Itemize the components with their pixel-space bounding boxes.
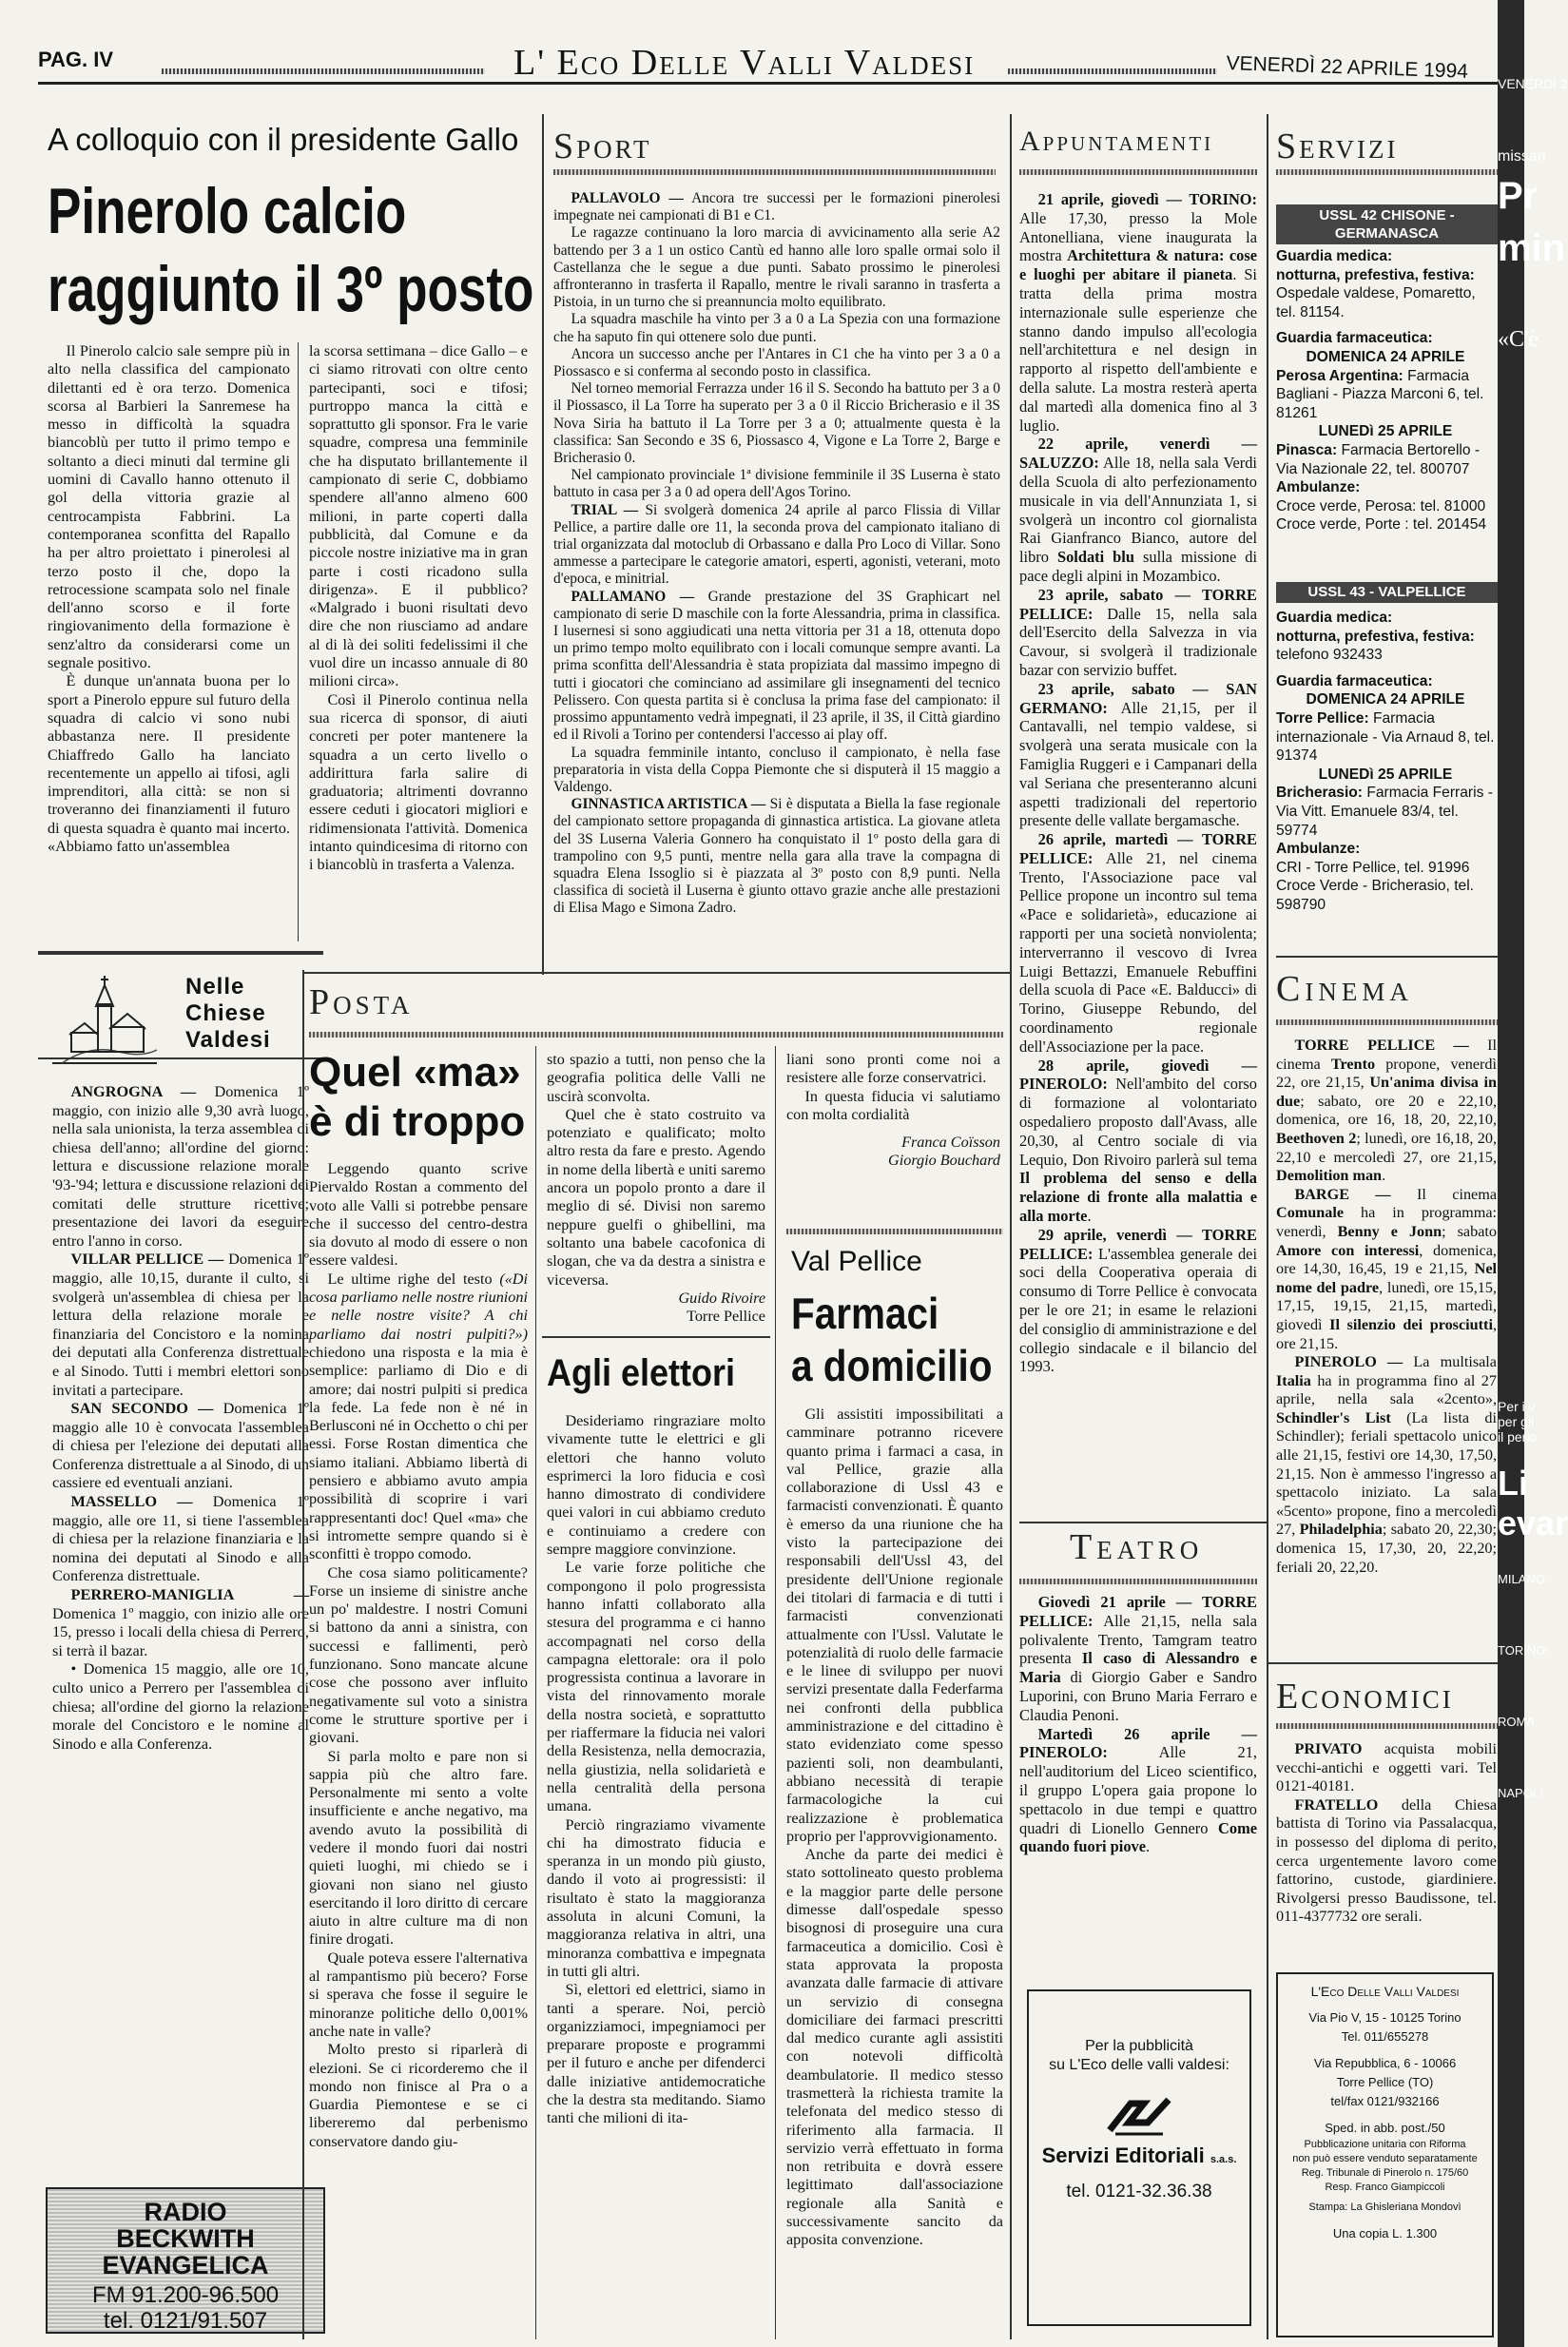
- farmaci-headline-2: a domicilio: [791, 1341, 993, 1390]
- servizi-ussl42: Guardia medica: notturna, prefestiva, festiva: Ospedale valdese, Pomaretto, tel. 81154. Guardia farmaceutica: DOMENICA 24 APRILE Perosa Argentina: Farmacia Bagliani - Piazza Marconi 6, tel. 81261 LUNEDì 25 APRILE Pinasca: Farmacia Bertorello - Via Nazionale 22, tel. 800707 Ambulanze: Croce verde, Perosa: tel. 81000 Croce verde, Porte : tel. 201454: [1276, 248, 1487, 533]
- issue-date: VENERDÌ 22 APRILE 1994: [1226, 52, 1469, 83]
- farmaci-kicker: Val Pellice: [791, 1246, 922, 1277]
- teatro-top-rule: [1019, 1522, 1267, 1523]
- economici-body: PRIVATO acquista mobili vecchi-antichi e oggetti vari. Tel 0121-40181. FRATELLO della Chiesa battista di Torino via Passalacqua, in possesso del diploma di perito, cerca urgentemente lavoro come fattorino, custode, giardiniere. Rivolgersi presso Baudissone, tel. 011-4377732 ore serali.: [1276, 1740, 1497, 1926]
- teatro-section-title: Teatro: [1070, 1527, 1204, 1567]
- posta-headline-1: Quel «ma»: [309, 1049, 521, 1096]
- elettori-column-2: liani sono pronti come noi a resistere alle forze conservatrici. In questa fiducia vi salutiamo con molta cordialità Franca Coïsson Giorgio Bouchard: [786, 1051, 1000, 1170]
- appuntamenti-section-title: Appuntamenti: [1019, 126, 1214, 157]
- posta-column-2: sto spazio a tutti, non penso che la geografia politica delle Valli ne uscirà sconvolta. Quel che è stato costruito va potenziato e qualificato; molto altro resta da fare e presto. Agendo in nome della libertà e uniti saremo ancora un popolo pronto a dare il meglio di sé. Divisi non saremo neppure guelfi o ghibellini, ma soltanto una babele cacofonica di slogan, che va da destra a sinistra e viceversa. Guido Rivoire Torre Pellice: [547, 1051, 765, 1326]
- ussl43-banner: USSL 43 - VALPELLICE: [1276, 582, 1498, 603]
- posta-column-divider: [535, 1046, 536, 2339]
- radio-beckwith-box: RADIO BECKWITH EVANGELICA FM 91.200-96.500 tel. 0121/91.507: [46, 2187, 325, 2334]
- cinema-body: TORRE PELLICE — Il cinema Trento propone, venerdì 22, ore 21,15, Un'anima divisa in due; sabato, ore 20 e 22,10, domenica, ore 16, 18, 20, 22,10, Beethoven 2; lunedì, ore 16,18, 20, 22,10 e mercoledì 27, ore 21,15, Demolition man. BARGE — Il cinema Comunale ha in programma: venerdì, Benny e Jonn; sabato Amore con interessi, domenica, ore 14,30, 16,45, 19 e 21,15, Nel nome del padre, lunedì, ore 15,15, 17,15, 19,15, 21,15, martedì, giovedì Il silenzio dei prosciutti, ore 21,15. PINEROLO — La multisala Italia ha in programma fino al 27 aprile, nella sala «2cento», Schindler's List (La lista di Schindler); feriali spettacolo unico alle 21,15, festivi ore 14,30, 17,50, 21,15. Non è ammesso l'ingresso a spettacolo iniziato. La sala «5cento» propone, fino a mercoledì 27, Philadelphia; sabato 20, 22,30; domenica 15, 17,30, 20, 22,20; feriali 20, 22,20.: [1276, 1037, 1498, 1576]
- servizi-editoriali-logo-icon: [1106, 2096, 1172, 2138]
- posta-top-rule: [302, 972, 1010, 974]
- chiese-body: ANGROGNA — Domenica 1º maggio, con inizio alle 9,30 avrà luogo, nella sala unionista, la terza assemblea di chiesa dell'anno; all'ordine del giorno: lettura e discussione relazione morale '93-'94; lettura e discussione relazioni dei comitati delle strutture ricettive; presentazione dei lavori da eseguire entro l'anno in corso. VILLAR PELLICE — Domenica 1º maggio, alle 10,15, durante il culto, si svolgerà un'assemblea di chiesa per la lettura della relazione morale e finanziaria del Concistoro e la nomina dei deputati alla Conferenza distrettuale e al Sinodo. Tutti i membri elettori sono invitati a partecipare. SAN SECONDO — Domenica 1º maggio alle 10 è convocata l'assemblea di chiesa per l'elezione dei deputati alla Conferenza distrettuale a al Sinodo, di un cassiere ed eventuali anziani. MASSELLO — Domenica 1º maggio, alle ore 11, si tiene l'assemblea di chiesa per la relazione finanziaria e la nomina dei deputati al Sinodo e alla Conferenza distrettuale. PERRERO-MANIGLIA — Domenica 1º maggio, con inizio alle ore 15, presso i locali della chiesa di Perrero, si terrà il bazar. • Domenica 15 maggio, alle ore 10, culto unico a Perrero per l'assemblea di chiesa; all'ordine del giorno la relazione morale del Concistoro e le nomine al Sinodo e alla Conferenza.: [52, 1082, 309, 1753]
- gallo-headline-2: raggiunto il 3º posto: [48, 253, 534, 325]
- ussl42-banner: USSL 42 CHISONE - GERMANASCA: [1276, 204, 1498, 244]
- gallo-headline-1: Pinerolo calcio: [48, 175, 407, 247]
- posta-rule: [309, 1032, 1003, 1038]
- appuntamenti-rule: [1019, 169, 1257, 175]
- page-number: PAG. IV: [38, 48, 114, 71]
- elettori-headline: Agli elettori: [547, 1352, 736, 1394]
- economici-rule: [1276, 1723, 1498, 1729]
- farmaci-rule: [786, 1229, 1003, 1234]
- chiese-top-rule: [38, 951, 323, 955]
- cinema-rule: [1276, 1019, 1498, 1025]
- posta-column-1: Leggendo quanto scrive Piervaldo Rostan a commento del voto alle Valli si potrebbe pensare che il successo del centro-destra sia dovuto al modo di essere o non essere valdesi. Le ultime righe del testo («Di cosa parliamo nelle nostre riunioni e nelle nostre visite? A chi parliamo dai nostri pulpiti?») chiedono una risposta e la mia è semplice: parliamo di Dio e di amore; dai nostri pulpiti si predica la fede. La fede non è né in Berlusconi né in Occhetto o chi per essi. Forse Rostan dimentica che siamo italiani. Abbiamo libertà di pensiero e abbiamo avuto ampia possibilità di scoprire i vari rappresentanti doc! Quel «ma» che si intromette sempre quando si è sconfitti è troppo comodo. Che cosa siamo politicamente? Forse un insieme di sinistre anche un po' maldestre. I nostri Comuni si battono da anni a sinistra, con successi e fallimenti, però funzionano. Sono mancate alcune cose che possono aver influito negativamente sul voto a sinistra come le strutture sportive per i giovani. Si parla molto e pare non si sappia più che altro fare. Personalmente mi sento a volte insufficiente e anche negativo, ma avendo avuto la possibilità di vedere il mondo fuori dai nostri quieti luoghi, mi chiedo se i giovani non siano nel giusto esercitando il loro diritto di cercare aiuto in altre culture ma di non finire drogati. Quale poteva essere l'alternativa al rampantismo più becero? Forse si sperava che fosse il seguire le minoranze politiche dello 0,001% anche nate in valle? Molto presto si riparlerà di elezioni. Se ci ricorderemo che il mondo non finisce al Pra o a Guardia Piemontese e se ci libereremo dal perbenismo conservatore dando giu-: [309, 1160, 528, 2150]
- elettori-column-divider: [775, 1046, 776, 2339]
- adjacent-page-edge: VENERDÌ 2 missan Pr min «C'è Per i v per gli il perio Li evar MILANO: TORINO: ROMA: NAPOLI:: [1498, 0, 1524, 2347]
- chiese-title-rule: [38, 1057, 323, 1059]
- economici-section-title: Economici: [1276, 1677, 1454, 1717]
- economici-top-rule: [1267, 1662, 1498, 1664]
- masthead-pattern-right: [1008, 68, 1217, 74]
- servizi-rule: [1276, 169, 1498, 175]
- masthead-rule: [38, 82, 1524, 85]
- posta-headline-2: è di troppo: [309, 1098, 526, 1145]
- rule-sport-appuntamenti: [1010, 114, 1012, 2339]
- teatro-rule: [1019, 1579, 1257, 1584]
- farmaci-body: Gli assistiti impossibilitati a camminare potranno ricevere quanto prima i farmaci a casa, in val Pellice, grazie alla collaborazione di Ussl 43 e farmacisti convenzionati. È quanto è emerso da una riunione che ha visto la partecipazione dei responsabili dell'Ussl 43, del presidente dell'Unione regionale dei titolari di farmacia e di tutti i farmacisti convenzionati attualmente con l'Ussl. Valutate le potenzialità di ruolo delle farmacie e le linee di sviluppo per nuovi servizi presentate dalla Federfarma nei confronti della pubblica amministrazione e del cittadino è stato evidenziato come spesso pazienti soli, non deambulanti, abbiano necessità di terapie farmacologiche la cui realizzazione è problematica proprio per l'approvvigionamento. Anche da parte dei medici è stato sottolineato questo problema e la maggior parte delle persone dimesse dall'ospedale spesso bisognosi di proseguire una cura farmaceutica a domicilio. Così è stata approvata la proposta avanzata dalle farmacie di attivare un servizio di consegna domiciliare dei farmaci prescritti dal medico curante agli assistiti con notevoli difficoltà deambulatorie. Il medico stesso trasmetterà la richiesta tramite la telefonata del medico stesso di riferimento alla farmacia. Il servizio verrà effettuato in forma non retribuita e dovrà essere legittimato dall'associazione regionale alla Sanità e successivamente sancito da apposita convenzione.: [786, 1406, 1003, 2249]
- advertising-box: Per la pubblicità su L'Eco delle valli valdesi: Servizi Editoriali s.a.s. tel. 0121-32.36.38: [1027, 1989, 1251, 2326]
- masthead-title: L' Eco Delle Valli Valdesi: [513, 43, 976, 83]
- posta-section-title: Posta: [309, 982, 414, 1022]
- gallo-kicker: A colloquio con il presidente Gallo: [48, 122, 519, 157]
- servizi-ussl43: Guardia medica: notturna, prefestiva, festiva: telefono 932433 Guardia farmaceutica: DOMENICA 24 APRILE Torre Pellice: Farmacia internazionale - Via Arnaud 8, tel. 91374 LUNEDì 25 APRILE Bricherasio: Farmacia Ferraris - Via Vitt. Emanuele 83/4, tel. 59774 Ambulanze: CRI - Torre Pellice, tel. 91996 Croce Verde - Bricherasio, tel. 598790: [1276, 610, 1495, 913]
- rule-appuntamenti-servizi: [1267, 114, 1268, 2339]
- elettori-top-rule: [542, 1336, 770, 1338]
- sport-body: PALLAVOLO — Ancora tre successi per le formazioni pinerolesi impegnate nei campionati di B1 e C1. Le ragazze continuano la loro marcia di avvicinamento alla serie A2 battendo per 3 a 1 un ostico Cantù ed hanno alle loro spalle ormai solo il Castellanza che le segue a due punti. Sabato prossimo le pinerolesi affronteranno in trasferta il Rapallo, mentre le rivali saranno in trasferta a Pistoia, in un turno che si preannuncia molto equilibrato. La squadra maschile ha vinto per 3 a 0 a La Spezia con una formazione che ha saputo fin qui ottenere solo due punti. Ancora un successo anche per l'Antares in C1 che ha vinto per 3 a 0 a Piossasco e si conferma al secondo posto in classifica. Nel torneo memorial Ferrazza under 16 il S. Secondo ha battuto per 3 a 0 il Piossasco, il La Torre ha superato per 3 a 0 il Riccio Bricherasio e il 3S Nova Siria ha battuto il La Torre per 3 a 0; attualmente questa è la classifica: San Secondo e 3S 6, Piossasco 4, Vigone e La Torre 2, Barge e Bricherasio 0. Nel campionato provinciale 1ª divisione femminile il 3S Luserna è stato battuto in casa per 3 a 0 ad opera dell'Agos Torino. TRIAL — Si svolgerà domenica 24 aprile al parco Flissia di Villar Pellice, a partire dalle ore 11, la seconda prova del campionato italiano di trial organizzata dal motoclub di Orbassano e dalla Pro Loco di Villar. Sono ammesse a partecipare le categorie amatori, esperti, agonisti, veterani, moto d'epoca, e minitrial. PALLAMANO — Grande prestazione del 3S Graphicart nel campionato di serie D maschile con la forte Alessandria, prima in classifica. I lusernesi si sono aggiudicati una netta vittoria per 31 a 18, ottenuta dopo un primo tempo molto equilibrato con i locali comunque sempre avanti. La prima sconfitta dell'Alessandria è stata propiziata dal massimo impegno di tutti i giocatori che cominciano ad assimilare gli insegnamenti del tecnico Pelissero. Con questa partita si è conclusa la prima fase del campionato: il prossimo appuntamento vedrà impegnati, il 23 aprile, il 3S, il Città giardino ed il Rivoli a Torino per contendersi l'accesso ai play off. La squadra femminile intanto, concluso il campionato, è nella fase preparatoria in vista della Coppa Piemonte che si disputerà il 15 maggio a Valdengo. GINNASTICA ARTISTICA — Si è disputata a Biella la fase regionale del campionato settore propaganda di ginnastica artistica. La giovane atleta del 3S Luserna Valeria Gonnero ha conquistato il 1º posto della gara di trampolino con 9,5 punti, mentre nella gara alla trave la compagna di squadra Elena Issoglio si è piazzata al 3º posto con 8,9 punti. Nella classifica di società il Luserna è giunto ottavo grazie anche alle prestazioni di Elisa Mago e Simona Zadro.: [553, 190, 1001, 917]
- sport-rule: [553, 169, 996, 175]
- servizi-section-title: Servizi: [1276, 126, 1399, 166]
- cinema-section-title: Cinema: [1276, 969, 1413, 1009]
- appuntamenti-body: 21 aprile, giovedì — TORINO: Alle 17,30, presso la Mole Antonelliana, viene inaugurata la mostra Architettura & natura: cose e luoghi per abitare il pianeta. Si tratta della prima mostra internazionale sulle esperienze che stanno dando impulso all'ecologia nell'architettura e nel design in rapporto al rispetto dell'ambiente e della salute. La mostra resterà aperta dal martedì alla domenica fino al 3 luglio. 22 aprile, venerdì — SALUZZO: Alle 18, nella sala Verdi della Scuola di alto perfezionamento musicale in via dell'Annunziata 1, si svolgerà un incontro col giornalista Rai Gianfranco Bianco, autore del libro Soldati blu sulla missione di pace degli alpini in Mozambico. 23 aprile, sabato — TORRE PELLICE: Dalle 15, nella sala dell'Esercito della Salvezza in via Cavour, si svolgerà il tradizionale bazar con servizio buffet. 23 aprile, sabato — SAN GERMANO: Alle 21,15, per il Cantavalli, nel tempio valdese, si svolgerà una serata musicale con la Famiglia Ruggeri e i Campanari della val Seriana che presenteranno alcuni aspetti tradizionali del repertorio presente delle vallate bergamasche. 26 aprile, martedì — TORRE PELLICE: Alle 21, nel cinema Trento, l'Associazione pace val Pellice propone un incontro sul tema «Pace e solidarietà», educazione ai rapporti per una società nonviolenta; interverranno il vescovo di Ivrea Luigi Bettazzi, Emanuele Rebuffini della scuola di Pace «E. Balducci» di Torino, Giuseppe Rebundo, del coordinamento regionale dell'Associazione per la pace. 28 aprile, giovedì — PINEROLO: Nell'ambito del corso di formazione al volontariato ospedaliero proposto dall'Avass, alle 20,30, al Centro sociale di via Lequio, Don Rivoiro parlerà sul tema Il problema del senso e della relazione di fronte alla malattia e alla morte. 29 aprile, venerdì — TORRE PELLICE: L'assemblea generale dei soci della Cooperativa operaia di consumo di Torre Pellice è convocata per le ore 21; in esame le relazioni del consiglio di amministrazione e del collegio sindacale e il bilancio del 1993.: [1019, 190, 1258, 1376]
- sport-section-title: Sport: [553, 126, 652, 166]
- farmaci-headline-1: Farmaci: [791, 1289, 939, 1338]
- cinema-top-rule: [1276, 956, 1498, 958]
- gallo-column-divider: [298, 342, 299, 941]
- rule-chiese-posta: [302, 970, 304, 2339]
- eco-colophon-box: L'Eco Delle Valli Valdesi Via Pio V, 15 - 10125 Torino Tel. 011/655278 Via Repubblica, 6 - 10066 Torre Pellice (TO) tel/fax 0121/932166 Sped. in abb. post./50 Pubblicazione unitaria con Riforma non può essere venduto separatamente Reg. Tribunale di Pinerolo n. 175/60 Resp. Franco Giampiccoli Stampa: La Ghisleriana Mondovì Una copia L. 1.300: [1276, 1972, 1494, 2337]
- elettori-column-1: Desideriamo ringraziare molto vivamente tutte le elettrici e gli elettori che hanno voluto esprimerci la loro fiducia e così hanno dimostrato di condividere quei valori in cui abbiamo creduto e continuiamo a credere con sempre maggiore convinzione. Le varie forze politiche che compongono il polo progressista hanno infatti collaborato alla stesura del programma e ci hanno accompagnati nel corso della campagna elettorale: ora il polo progressista continua a lavorare in vista del rinnovamento morale della nostra società, e soprattutto per riaffermare la fiducia nei valori della Resistenza, nella democrazia, nella giustizia, nella solidarietà e nella centralità della persona umana. Perciò ringraziamo vivamente chi ha dimostrato fiducia e speranza in un mondo più giusto, dando il voto ai progressisti: il risultato è stato la maggioranza assoluta in alcuni Comuni, la maggioranza relativa in altri, una minoranza combattiva e impegnata in tutti gli altri. Sì, elettori ed elettrici, siamo in tanti a sperare. Noi, perciò organizziamoci, impegniamoci per preparare proposte e programmi per il futuro e anche per difenderci dalle iniziative antidemocratiche che la destra sta meditando. Siamo tanti che milioni di ita-: [547, 1412, 765, 2127]
- teatro-body: Giovedì 21 aprile — TORRE PELLICE: Alle 21,15, nella sala polivalente Trento, Tamgram teatro presenta Il caso di Alessandro e Maria di Giorgio Gaber e Sandro Luporini, con Bruno Maria Ferraro e Claudia Penoni. Martedì 26 aprile — PINEROLO: Alle 21, nell'auditorium del Liceo scientifico, il gruppo L'opera gaia propone lo spettacolo in due tempi e quattro quadri di Lionello Gennero Come quando fuori piove.: [1019, 1593, 1257, 1856]
- rule-gallo-sport: [542, 114, 544, 975]
- gallo-column-1: Il Pinerolo calcio sale sempre più in alto nella classifica del campionato dilettanti ed è ora terzo. Domenica scorsa al Barbieri la Sanremese ha messo in difficoltà la squadra biancoblù per tutto il primo tempo e soltanto a dieci minuti dal termine gli uomini di Cavallo hanno ottenuto il gol della vittoria grazie al centrocampista Fabbrini. La contemporanea sconfitta del Rapallo ha per altro proiettato i pinerolesi al terzo posto il che, dopo la retrocessione scampata solo nel finale dell'anno scorso e il forte ringiovanimento della formazione è senz'altro da considerarsi come un segnale positivo. È dunque un'annata buona per lo sport a Pinerolo eppure sul futuro della squadra di calcio vi sono nubi abbastanza nere. Il presidente Chiaffredo Gallo ha lanciato recentemente un appello ai tifosi, agli imprenditori, alla città: se non si troveranno dei finanziamenti il futuro di questa squadra è quanto mai incerto. «Abbiamo fatto un'assemblea: [48, 342, 290, 856]
- masthead-pattern-left: [162, 68, 485, 74]
- gallo-column-2: la scorsa settimana – dice Gallo – e ci siamo ritrovati con oltre cento partecipanti, soci e tifosi; purtroppo manca la città e soprattutto gli sponsor. Fra le varie squadre, compresa una femminile che ha disputato brillantemente il campionato di serie C, dobbiamo spendere all'anno almeno 600 milioni, in parte coperti dalla pubblicità, dal Comune e da piccole nostre iniziative ma in gran parte i costi ricadono sulla dirigenza». E il pubblico? «Malgrado i buoni risultati devo dire che non riusciamo ad andare al di là dei soliti fedelissimi il che vuol dire un incasso annuale di 80 milioni circa». Così il Pinerolo continua nella sua ricerca di sponsor, di aiuti concreti per poter mantenere la squadra a un certo livello o addirittura farla salire di graduatoria; altrimenti dovranno essere ceduti i giocatori migliori e ridimensionata l'attività. Domenica intanto quindicesima di ritorno con i biancoblù in trasferta a Valenza.: [309, 342, 528, 874]
- chiese-title: Nelle Chiese Valdesi: [185, 974, 271, 1053]
